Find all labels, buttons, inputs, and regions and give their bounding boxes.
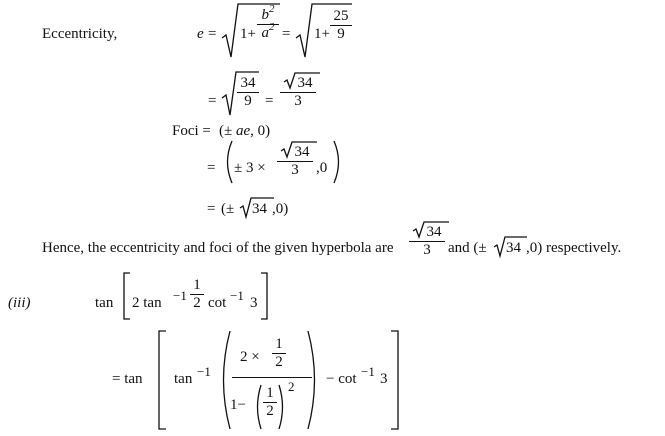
inverse-exponent: −1	[230, 288, 244, 303]
respectively-text: ,0) respectively.	[526, 240, 622, 256]
denominator: 2	[275, 354, 283, 370]
sqrt-sign	[281, 141, 295, 158]
main-fraction-bar	[232, 377, 312, 378]
comma-zero: ,0	[316, 160, 328, 176]
close-zero: ,0)	[272, 201, 289, 217]
numerator: 25	[333, 8, 349, 24]
equals-sign: =	[207, 201, 216, 217]
denominator: 9	[244, 93, 252, 109]
left-paren	[216, 330, 232, 430]
radicand: 34	[252, 201, 267, 217]
one-plus: 1+	[240, 26, 256, 42]
equals-sign: =	[282, 26, 291, 42]
left-paren	[253, 384, 263, 430]
right-paren	[332, 140, 344, 184]
two-times: 2 ×	[240, 349, 260, 365]
foci-expression: (± ae, 0)	[219, 123, 271, 139]
e-variable: e	[197, 26, 204, 42]
denominator: 3	[291, 162, 299, 178]
two-tan: 2 tan	[132, 295, 162, 311]
tan-function: tan	[95, 295, 114, 311]
foci-label: Foci =	[172, 123, 211, 139]
equals-tan: = tan	[112, 371, 143, 387]
left-bracket	[123, 272, 131, 320]
numerator: 1	[266, 385, 274, 401]
right-bracket	[260, 272, 268, 320]
fraction-b2-a2	[257, 3, 279, 41]
left-bracket	[158, 330, 168, 430]
tan-function: tan	[174, 371, 193, 387]
hence-sentence: Hence, the eccentricity and foci of the given hyperbola are	[42, 240, 394, 256]
denominator: 2	[193, 295, 201, 311]
inverse-exponent: −1	[197, 364, 211, 379]
pm-three-times: ± 3 ×	[234, 160, 266, 176]
part-label: (iii)	[8, 295, 31, 311]
equals-sign: =	[265, 93, 274, 109]
fraction-root34-3	[277, 141, 313, 178]
numerator: 1	[193, 277, 201, 293]
sqrt-sign	[284, 72, 298, 89]
b-var: b	[261, 7, 269, 23]
exponent: 2	[269, 21, 275, 33]
right-paren	[306, 330, 322, 430]
argument-three: 3	[380, 371, 388, 387]
sqrt-sign	[413, 221, 427, 238]
one-plus: 1+	[314, 26, 330, 42]
denominator: 3	[294, 93, 302, 109]
equals-sign: =	[208, 26, 217, 42]
cot-function: cot	[208, 295, 227, 311]
radicand: 34	[294, 144, 310, 160]
right-paren	[277, 384, 287, 430]
square-exponent: 2	[288, 379, 295, 394]
fraction-one-half	[272, 337, 286, 370]
denominator: 3	[423, 242, 431, 258]
equals-sign: =	[207, 160, 216, 176]
eccentricity-label: Eccentricity,	[42, 26, 118, 42]
argument-three: 3	[250, 295, 258, 311]
right-bracket	[390, 330, 400, 430]
fraction-root34-3	[280, 72, 316, 109]
open-pm: (±	[221, 201, 235, 217]
equals-sign: =	[208, 93, 217, 109]
one-minus: 1−	[230, 397, 246, 413]
and-text: and (±	[448, 240, 487, 256]
radicand: 34	[297, 75, 313, 91]
exponent: 2	[269, 3, 275, 15]
denominator: 2	[266, 403, 274, 419]
minus-cot: − cot	[326, 371, 357, 387]
inverse-exponent: −1	[361, 364, 375, 379]
fraction-34-9	[237, 76, 259, 109]
denominator: 9	[337, 26, 345, 42]
left-paren	[222, 140, 234, 184]
radicand: 34	[426, 224, 442, 240]
fraction-one-half	[190, 278, 204, 311]
radicand: 34	[506, 240, 521, 256]
numerator: 1	[275, 336, 283, 352]
a-var: a	[261, 25, 269, 41]
fraction-one-half	[263, 386, 277, 419]
inverse-exponent: −1	[173, 288, 187, 303]
fraction-root34-3	[409, 221, 445, 258]
numerator: 34	[240, 75, 256, 91]
fraction-25-9	[330, 9, 352, 42]
